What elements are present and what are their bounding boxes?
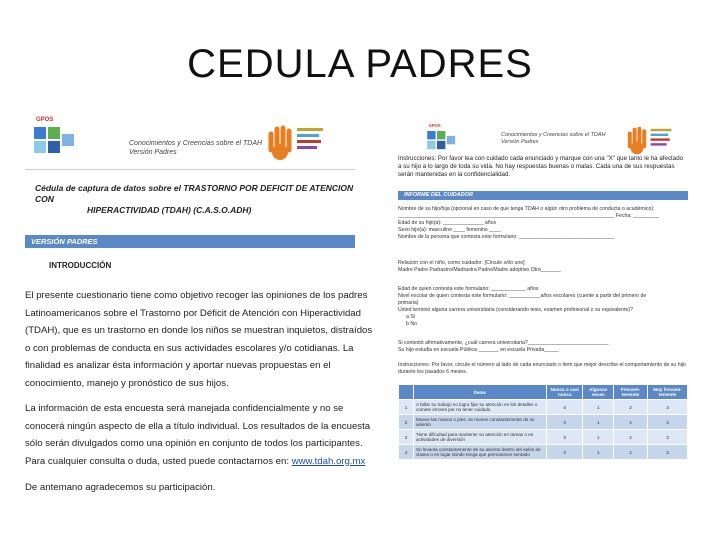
intro-heading: INTRODUCCIÓN: [49, 261, 112, 270]
right-instructions: Instrucciones: Por favor lea con cuidado cada enunciado y marque con una "X" que tanto le ha afectado a su hijo a lo largo de toda su vida. No hay respuestas buenas o malas. Cada una de sus respuestas serán mantenidas en la confidencialidad.: [398, 155, 684, 178]
table-row: 2 Mueve las manos o pies, se mueve constantemente de su asiento 0 1 2 3: [399, 415, 688, 430]
table-instructions: Instrucciones: Por favor, circule el número al lado de cada enunciado o ítem que mejor describe el comportamiento de su hijo durante los pasados 6 meses.: [398, 362, 686, 375]
table-row: 4 Se levanta constantemente de su asiento dentro del salón de clases o en lugar donde tenga que permanecer sentado 0 1 2 3: [399, 445, 688, 460]
hand-logo-icon: [625, 124, 673, 156]
left-header-line2: Versión Padres: [129, 149, 177, 156]
gpos-logo-icon: GPOS: [28, 117, 78, 161]
contact-link[interactable]: www.tdah.org.mx: [291, 455, 366, 467]
version-bar: VERSIÓN PADRES: [25, 235, 355, 248]
right-header-line2: Versión Padres: [501, 139, 539, 145]
questionnaire-table: Ítems Nunca o casi nunca Algunas veces Frecuen-temente Muy frecuen-temente 1 A fallar su trabajo no logra fijar su atención en los detalles o comete errores por no tener cuidado 0 1 2 3 2 Mueve las manos o pies, se mueve constantemente de su asiento 0 1 2 3 3 Tiene dificultad para mantener su atención en tareas o en actividades de diversión 0 1 2 3 4 Se levanta constantemente de su asiento dentro del salón de clases o en lugar donde tenga que permanecer sentado 0 1 2 3: [398, 384, 688, 460]
table-row: 1 A fallar su trabajo no logra fijar su atención en los detalles o comete errores por no tener cuidado 0 1 2 3: [399, 400, 688, 415]
confidentiality-paragraph: La información de esta encuesta será manejada confidencialmente y no se conocerá ningún aspecto de ella a título individual. Los resultados de la encuesta sólo serán divulgados como una opinión en conjunto de todos los participantes. Para cualquier consulta o duda, usted puede contactarnos en: www.tdah.org.mx: [25, 403, 371, 467]
contact-text: Para cualquier consulta o duda, usted puede contactarnos en:: [25, 455, 290, 467]
hand-logo-icon: [265, 122, 325, 162]
thanks-text: De antemano agradecemos su participación.: [25, 482, 216, 493]
education-section: Edad de quien contesta este formulario: ____________ años Nivel escolar de quien contesta este formulario: ___________años escolares (cuente a partir del primero de primaria) Usted terminó alguna carrera universitaria (considerando tesis, examen profesional o su equivalente)? a Sí b No: [398, 286, 647, 327]
intro-paragraph: El presente cuestionario tiene como objetivo recoger las opiniones de los padres Latinoamericanos sobre el Trastorno por Déficit de Atención con Hiperactividad (TDAH), que es un trastorno en donde los niños se muestran inquietos, distraídos o con problemas de conducta en sus actividades escolares y/o cotidianas. La finalidad es analizar ésta información y aportar nuevas propuestas en el conocimiento, manejo y pronóstico de sus hijos.: [25, 290, 373, 389]
form-fields: Nombre de su hijo/hija (opcional en caso de que tenga TDAH o algún otro problema de conducta o académico): ___________________________________________________________________________ Fecha: _________ Edad de su hijo(a): ______________ años Sexo hijo(a): masculino ____ femenino ____ Nombre de la persona que contesta este formulario: _________________________________: [398, 206, 660, 240]
right-header-line1: Conocimientos y Creencias sobre el TDAH: [501, 132, 606, 138]
career-section: Si contestó afirmativamente, ¿cuál carrera universitaria?____________________________ Su hijo estudia en escuela Pública _______ en escuela Privada_____: [398, 340, 609, 353]
relation-section: Relación con el niño, como cuidador: [Circule sólo uno] Madre Padre Padrastro/Madrastra Padre/Madre adoptivo Otro_______: [398, 260, 561, 273]
left-header: [25, 117, 355, 167]
left-subtitle: Cédula de captura de datos sobre el TRASTORNO POR DEFICIT DE ATENCION CON HIPERACTIVIDAD (TDAH) (C.A.S.O.ADH): [35, 183, 354, 215]
caregiver-bar: INFORME DEL CUIDADOR: [398, 191, 688, 200]
gpos-logo-icon: GPOS: [423, 124, 458, 155]
left-document-image: [25, 117, 373, 502]
slide-title: CEDULA PADRES: [187, 42, 533, 86]
divider: [25, 169, 355, 170]
left-header-line1: Conocimientos y Creencias sobre el TDAH: [129, 140, 263, 147]
table-row: 3 Tiene dificultad para mantener su atención en tareas o en actividades de diversión 0 1 2 3: [399, 430, 688, 445]
right-document-image: [393, 122, 693, 510]
